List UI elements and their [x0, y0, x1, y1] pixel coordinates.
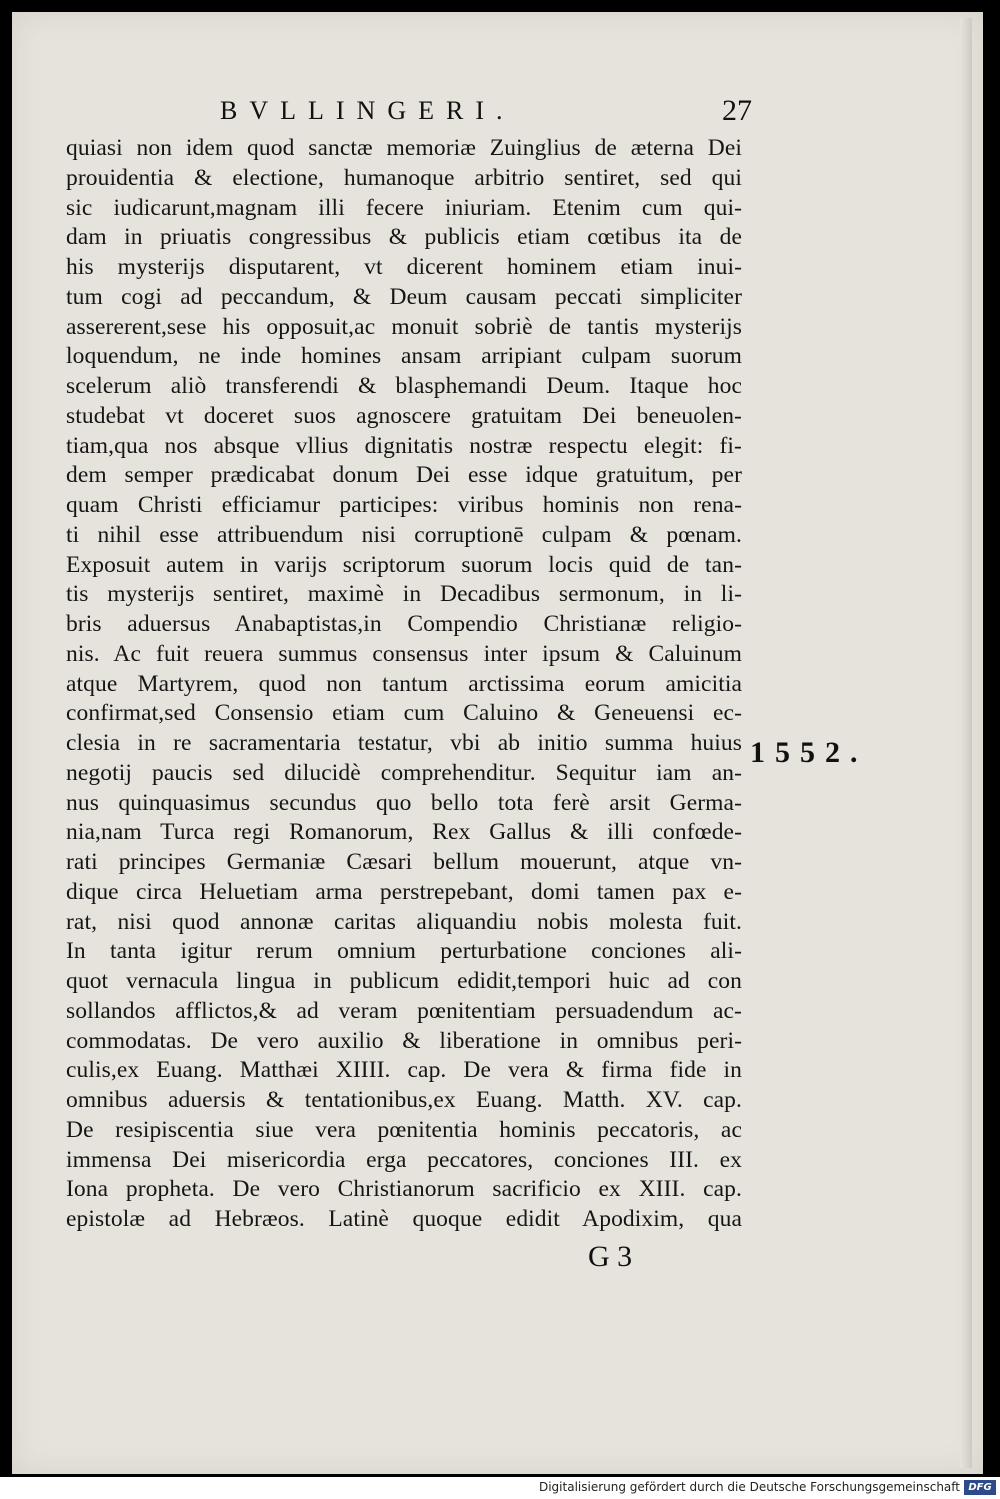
text-line: rat, nisi quod annonæ caritas aliquandiu nobis molesta fuit. [66, 908, 742, 935]
footer-bar [0, 1477, 1000, 1499]
text-line: In tanta igitur rerum omnium perturbatione conciones ali- [66, 938, 742, 965]
text-line: assererent,sese his opposuit,ac monuit sobriè de tantis mysterijs [66, 313, 742, 340]
text-line: prouidentia & electione, humanoque arbitrio sentiret, sed qui [66, 164, 742, 191]
text-line: Iona propheta. De vero Christianorum sacrificio ex XIII. cap. [66, 1176, 742, 1203]
text-line: studebat vt doceret suos agnoscere gratuitam Dei beneuolen- [66, 402, 742, 429]
text-line: culis,ex Euang. Matthæi XIIII. cap. De vera & firma fide in [66, 1057, 742, 1084]
text-line: negotij paucis sed dilucidè comprehenditur. Sequitur iam an- [66, 759, 742, 786]
text-line: confirmat,sed Consensio etiam cum Caluino & Geneuensi ec- [66, 700, 742, 727]
text-line: commodatas. De vero auxilio & liberatione in omnibus peri- [66, 1027, 742, 1054]
running-head [212, 94, 752, 130]
running-title: BVLLINGERI. [220, 96, 515, 125]
text-line: epistolæ ad Hebræos. Latinè quoque edidit Apodixim, qua [66, 1206, 742, 1232]
text-line: immensa Dei misericordia erga peccatores, conciones III. ex [66, 1146, 742, 1173]
text-line: tum cogi ad peccandum, & Deum causam peccati simpliciter [66, 283, 742, 310]
text-line: Exposuit autem in varijs scriptorum suorum locis quid de tan- [66, 551, 742, 578]
text-line: quam Christi efficiamur participes: viribus hominis non rena- [66, 492, 742, 518]
page-edge [960, 18, 972, 1468]
text-line: sic iudicarunt,magnam illi fecere iniuriam. Etenim cum qui- [66, 194, 742, 221]
margin-year-note: 1552. [750, 736, 868, 769]
text-line: ti nihil esse attribuendum nisi corruptionē culpam & pœnam. [66, 521, 742, 548]
text-line: nia,nam Turca regi Romanorum, Rex Gallus & illi confœde- [66, 819, 742, 846]
signature-mark: G 3 [588, 1240, 633, 1273]
body-text [66, 134, 742, 1235]
text-line: nis. Ac fuit reuera summus consensus inter ipsum & Caluinum [66, 640, 742, 667]
text-line: his mysterijs disputarent, vt dicerent hominem etiam inui- [66, 254, 742, 280]
dfg-logo-icon: DFG [964, 1480, 996, 1495]
text-line: omnibus aduersis & tentationibus,ex Euang. Matth. XV. cap. [66, 1087, 742, 1113]
text-line: dique circa Heluetiam arma perstrepebant, domi tamen pax e- [66, 878, 742, 905]
text-line: nus quinquasimus secundus quo bello tota ferè arsit Germa- [66, 789, 742, 816]
text-line: loquendum, ne inde homines ansam arripiant culpam suorum [66, 343, 742, 370]
text-line: quiasi non idem quod sanctæ memoriæ Zuinglius de æterna Dei [66, 135, 742, 161]
text-line: De resipiscentia siue vera pœnitentia hominis peccatoris, ac [66, 1116, 742, 1143]
text-line: dem semper prædicabat donum Dei esse idque gratuitum, per [66, 462, 742, 489]
page-number: 27 [722, 94, 752, 127]
text-line: atque Martyrem, quod non tantum arctissima eorum amicitia [66, 670, 742, 697]
text-line: bris aduersus Anabaptistas,in Compendio Christianæ religio- [66, 611, 742, 637]
text-line: sollandos afflictos,& ad veram pœnitentiam persuadendum ac- [66, 997, 742, 1024]
text-line: dam in priuatis congressibus & publicis etiam cœtibus ita de [66, 224, 742, 251]
text-line: tiam,qua nos absque vllius dignitatis nostræ respectu elegit: fi- [66, 432, 742, 459]
text-line: clesia in re sacramentaria testatur, vbi ab initio summa huius [66, 730, 742, 756]
text-line: quot vernacula lingua in publicum edidit,tempori huic ad con [66, 968, 742, 994]
funding-credit: Digitalisierung gefördert durch die Deutsche Forschungsgemeinschaft [538, 1480, 960, 1494]
book-page [12, 12, 983, 1474]
text-line: tis mysterijs sentiret, maximè in Decadibus sermonum, in li- [66, 581, 742, 608]
text-line: rati principes Germaniæ Cæsari bellum mouerunt, atque vn- [66, 849, 742, 875]
text-line: scelerum aliò transferendi & blasphemandi Deum. Itaque hoc [66, 373, 742, 399]
